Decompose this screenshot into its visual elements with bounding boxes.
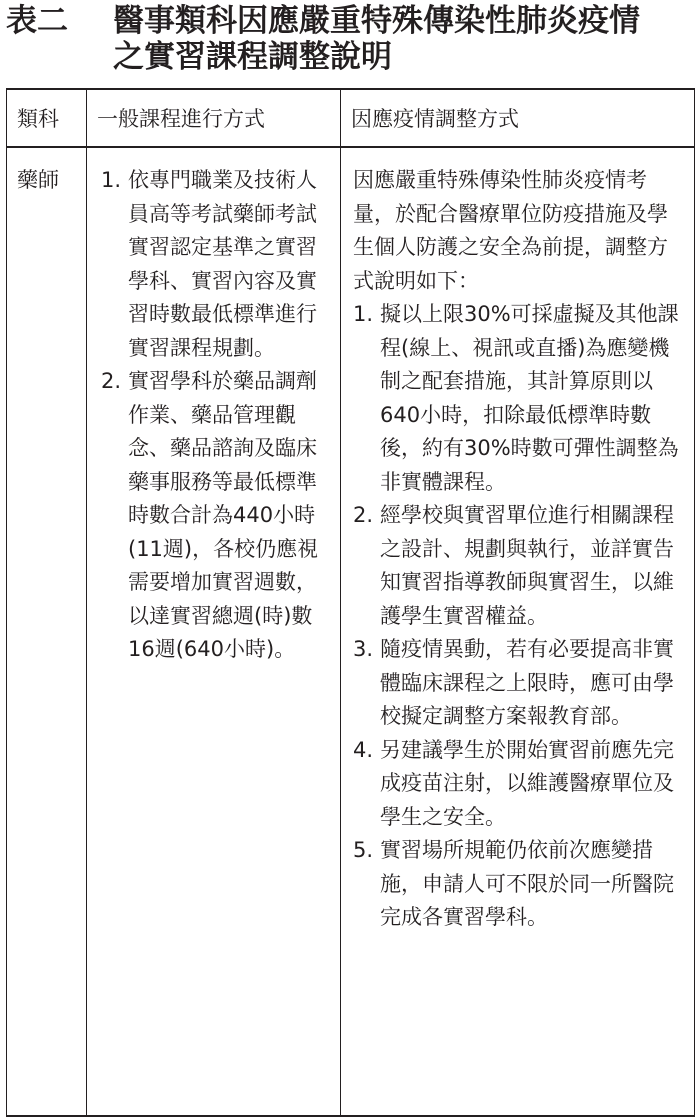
list-item-number: 2. <box>353 503 374 527</box>
table-row <box>7 147 695 1116</box>
list-item <box>353 734 686 835</box>
list-item-number: 1. <box>101 168 122 192</box>
list-item-number: 3. <box>353 637 374 661</box>
list-item <box>353 298 686 499</box>
adjustment-method-cell <box>341 147 695 1116</box>
title-row-1 <box>6 3 696 39</box>
list-item-number: 1. <box>353 302 374 326</box>
list-item <box>353 834 686 935</box>
header-general-method: 一般課程進行方式 <box>87 89 341 147</box>
header-adjustment-method: 因應疫情調整方式 <box>341 89 695 147</box>
list-item-text: 另建議學生於開始實習前應先完成疫苗注射，以維護醫療單位及學生之安全。 <box>380 737 674 829</box>
table-number-label: 表二 <box>6 3 68 39</box>
document-title <box>6 3 696 75</box>
title-row-2 <box>6 39 696 75</box>
list-item-text: 隨疫情異動，若有必要提高非實體臨床課程之上限時，應可由學校擬定調整方案報教育部。 <box>380 637 674 728</box>
category-cell: 藥師 <box>7 147 87 1116</box>
header-category: 類科 <box>7 89 87 147</box>
list-item-text: 擬以上限30%可採虛擬及其他課程(線上、視訊或直播)為應變機制之配套措施，其計算原則以640小時，扣除最低標準時數後，約有30%時數可彈性調整為非實體課程。 <box>380 302 679 494</box>
list-item <box>101 365 332 667</box>
adjustment-intro: 因應嚴重特殊傳染性肺炎疫情考量，於配合醫療單位防疫措施及學生個人防護之安全為前提，調整方式說明如下： <box>353 168 668 293</box>
list-item-number: 2. <box>101 369 122 393</box>
adjustment-items-list <box>353 298 686 935</box>
header-row <box>7 89 695 147</box>
list-item-number: 4. <box>353 737 374 762</box>
adjustment-table <box>6 88 695 1117</box>
list-item-text: 依專門職業及技術人員高等考試藥師考試實習認定基準之實習學科、實習內容及實習時數最低標準進行實習課程規劃。 <box>128 168 317 360</box>
list-item-text: 實習場所規範仍依前次應變措施，申請人可不限於同一所醫院完成各實習學科。 <box>380 838 674 929</box>
general-items-list <box>101 164 332 667</box>
general-method-cell <box>87 147 341 1116</box>
list-item-text: 實習學科於藥品調劑作業、藥品管理觀念、藥品諮詢及臨床藥事服務等最低標準時數合計為440小時(11週)，各校仍應視需要增加實習週數，以達實習總週(時)數16週(640小時)。 <box>128 369 319 661</box>
list-item <box>101 164 332 365</box>
list-item-number: 5. <box>353 838 374 862</box>
list-item <box>353 499 686 633</box>
title-line-1: 醫事類科因應嚴重特殊傳染性肺炎疫情 <box>113 3 640 39</box>
list-item-text: 經學校與實習單位進行相關課程之設計、規劃與執行，並詳實告知實習指導教師與實習生，以維護學生實習權益。 <box>380 503 674 628</box>
list-item <box>353 633 686 734</box>
title-line-2: 之實習課程調整說明 <box>113 39 392 75</box>
